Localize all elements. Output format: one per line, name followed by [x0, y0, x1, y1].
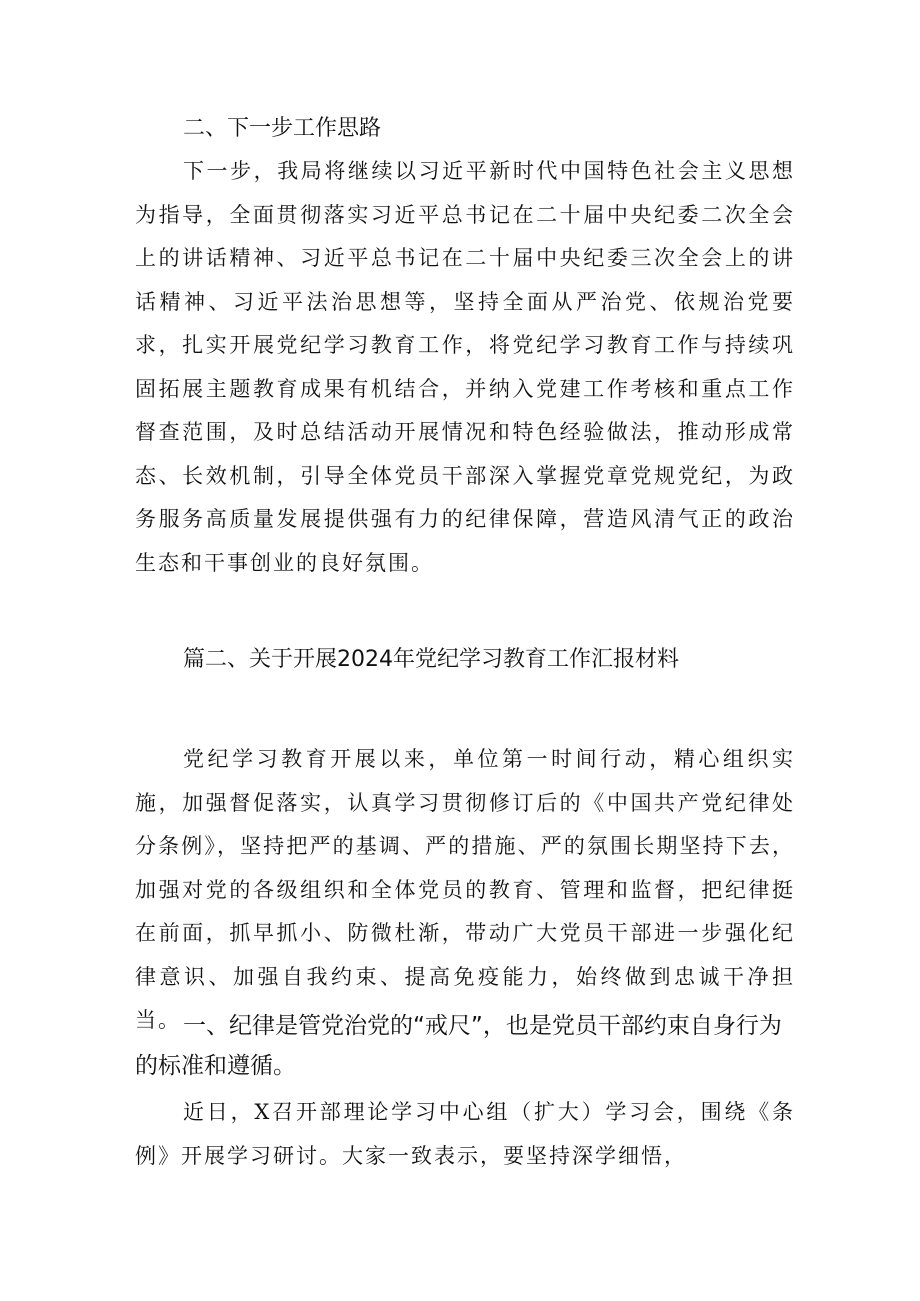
article-two-title: 篇二、关于开展2024年党纪学习教育工作汇报材料	[183, 647, 679, 672]
discipline-paragraph: 近日，X召开部理论学习中心组（扩大）学习会，围绕《条例》开展学习研讨。大家一致表示，要坚持深学细悟，	[135, 1100, 795, 1168]
discipline-subheading: 一、纪律是管党治党的“戒尺”，也是党员干部约束自身行为的标准和遵循。	[135, 1013, 782, 1079]
article-two-intro-paragraph: 党纪学习教育开展以来，单位第一时间行动，精心组织实施，加强督促落实，认真学习贯彻修订后的《中国共产党纪律处分条例》，坚持把严的基调、严的措施、严的氛围长期坚持下去，加强对党的各级组织和全体党员的教育、管理和监督，把纪律挺在前面，抓早抓小、防微杜渐，带动广大党员干部进一步强化纪律意识、加强自我约束、提高免疫能力，始终做到忠诚干净担当。	[135, 747, 795, 1032]
next-steps-paragraph: 下一步，我局将继续以习近平新时代中国特色社会主义思想为指导，全面贯彻落实习近平总书记在二十届中央纪委二次全会上的讲话精神、习近平总书记在二十届中央纪委三次全会上的讲话精神、习近平法治思想等，坚持全面从严治党、依规治党要求，扎实开展党纪学习教育工作，将党纪学习教育工作与持续巩固拓展主题教育成果有机结合，并纳入党建工作考核和重点工作督查范围，及时总结活动开展情况和特色经验做法，推动形成常态、长效机制，引导全体党员干部深入掌握党章党规党纪，为政务服务高质量发展提供强有力的纪律保障，营造风清气正的政治生态和干事创业的良好氛围。	[135, 159, 795, 575]
section-heading-next-steps: 二、下一步工作思路	[183, 116, 382, 141]
